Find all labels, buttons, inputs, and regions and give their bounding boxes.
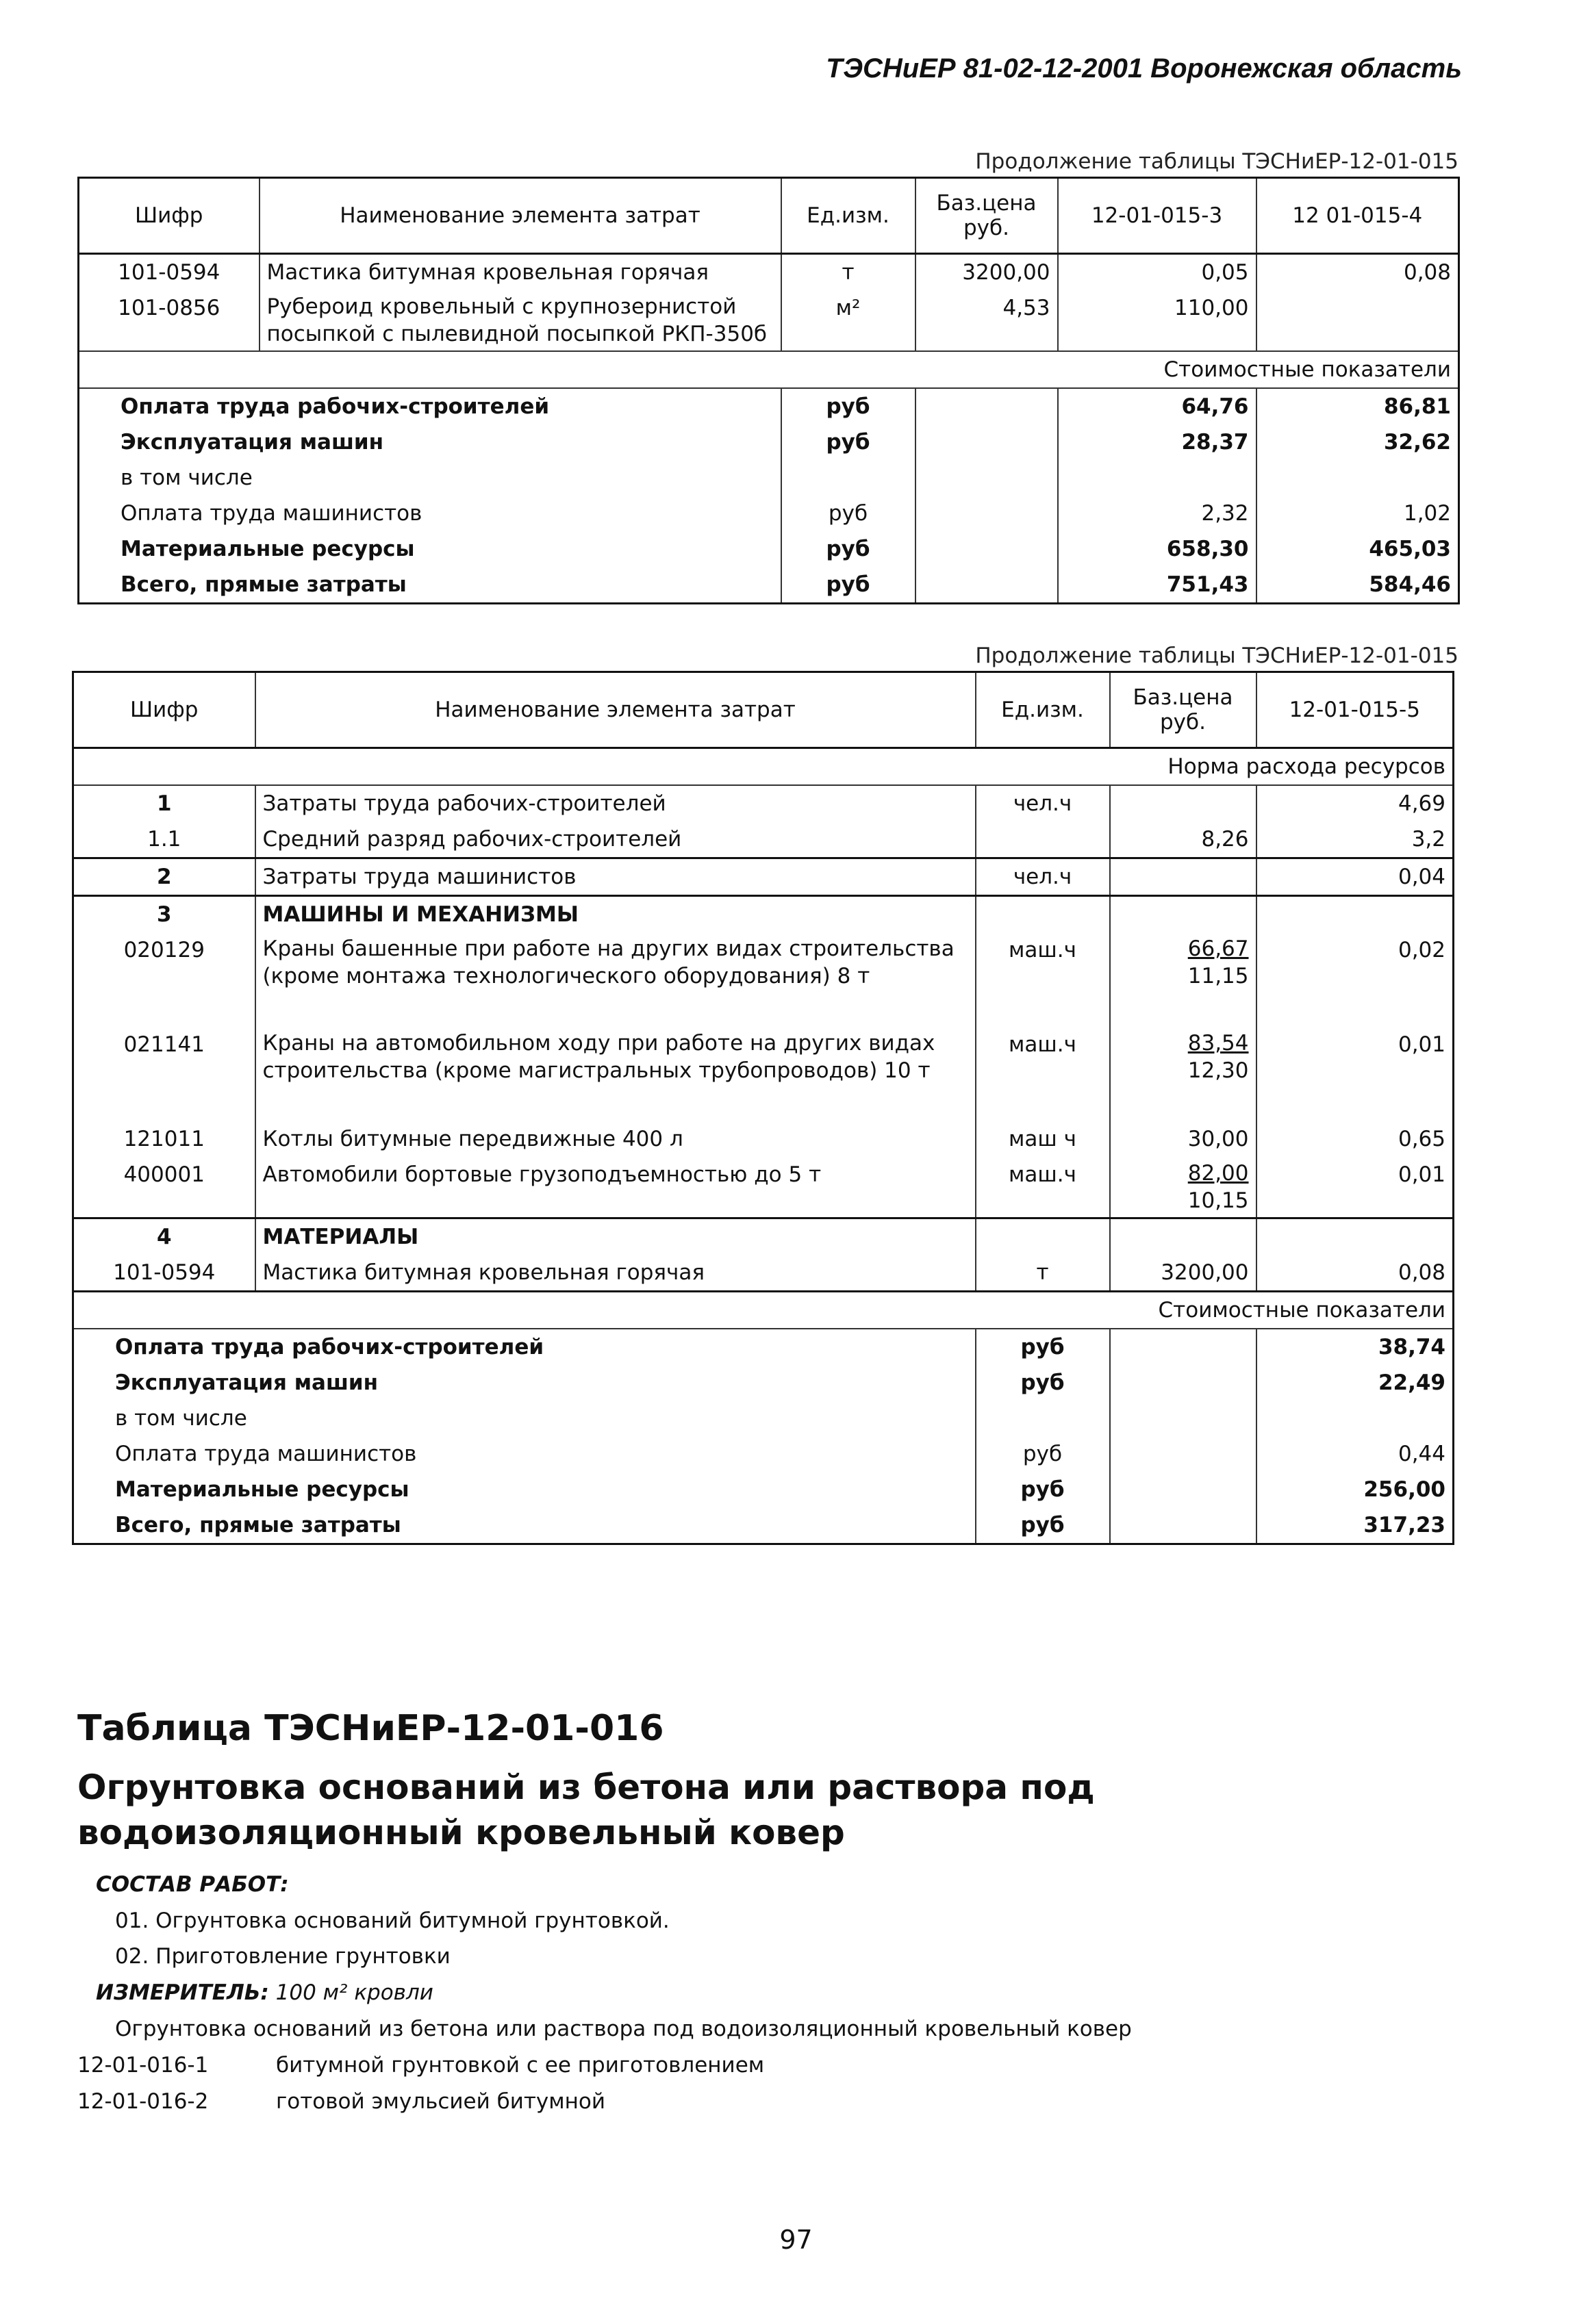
cost-unit: руб xyxy=(976,1436,1110,1472)
item-code: 12-01-016-1 xyxy=(77,2053,209,2078)
row-value: 3,2 xyxy=(1256,821,1454,858)
cost-unit: руб xyxy=(781,496,915,531)
row-price xyxy=(1110,896,1256,933)
norm-header-row xyxy=(73,748,1454,786)
row-price: 4,53 xyxy=(915,290,1058,351)
cost-v2: 584,46 xyxy=(1256,567,1459,604)
row-unit xyxy=(976,821,1110,858)
row-price: 3200,00 xyxy=(1110,1255,1256,1292)
meter-label: ИЗМЕРИТЕЛЬ: xyxy=(96,1980,269,2005)
cost-row xyxy=(79,567,1459,604)
row-code: 101-0856 xyxy=(79,290,260,351)
row-value: 0,04 xyxy=(1256,858,1454,896)
row-price xyxy=(1110,1218,1256,1255)
table-row xyxy=(73,1157,1454,1218)
cost-row xyxy=(79,424,1459,460)
cost-value: 256,00 xyxy=(1256,1472,1454,1507)
cost-unit xyxy=(976,1401,1110,1436)
document-header-title: ТЭСНиЕР 81-02-12-2001 Воронежская область xyxy=(826,53,1462,84)
cost-unit: руб xyxy=(781,388,915,424)
row-code: 101-0594 xyxy=(73,1255,255,1292)
table2 xyxy=(72,671,1454,1545)
cost-row xyxy=(73,1365,1454,1401)
cost-unit: руб xyxy=(781,567,915,604)
cost-v1: 658,30 xyxy=(1058,531,1256,567)
row-name: Рубероид кровельный с крупнозернистой посыпкой с пылевидной посыпкой РКП-350б xyxy=(260,290,781,351)
works-item: 01. Огрунтовка оснований битумной грунтовкой. xyxy=(115,1908,670,1933)
row-price: 82,00 xyxy=(1187,1161,1249,1186)
table1-col-name: Наименование элемента затрат xyxy=(260,178,781,254)
cost-label: в том числе xyxy=(73,1401,976,1436)
cost-row xyxy=(73,1436,1454,1472)
cost-row xyxy=(79,531,1459,567)
table1-col-v2: 12 01-015-4 xyxy=(1256,178,1459,254)
row-value xyxy=(1256,896,1454,933)
table-row xyxy=(79,254,1459,291)
row-unit: маш.ч xyxy=(976,1027,1110,1121)
row-unit: т xyxy=(976,1255,1110,1292)
cost-v1: 2,32 xyxy=(1058,496,1256,531)
row-code: 1.1 xyxy=(73,821,255,858)
row-code: 021141 xyxy=(73,1027,255,1121)
cost-label: Материальные ресурсы xyxy=(73,1472,976,1507)
cost-value xyxy=(1256,1401,1454,1436)
cost-label: Материальные ресурсы xyxy=(79,531,781,567)
works-item: 02. Приготовление грунтовки xyxy=(115,1944,451,1969)
cost-header-row xyxy=(79,351,1459,388)
row-unit: чел.ч xyxy=(976,785,1110,821)
row-code: 4 xyxy=(73,1218,255,1255)
row-unit: маш.ч xyxy=(976,932,1110,1027)
row-name: Краны на автомобильном ходу при работе на других видах строительства (кроме магистральных трубопроводов) 10 т xyxy=(255,1027,976,1121)
row-name: Мастика битумная кровельная горячая xyxy=(260,254,781,291)
cost-unit: руб xyxy=(781,424,915,460)
row-price: 66,67 xyxy=(1187,936,1249,961)
cost-v2: 465,03 xyxy=(1256,531,1459,567)
row-name: Краны башенные при работе на других видах строительства (кроме монтажа технологического оборудования) 8 т xyxy=(255,932,976,1027)
row-v1: 110,00 xyxy=(1058,290,1256,351)
cost-v1: 28,37 xyxy=(1058,424,1256,460)
table-row xyxy=(73,1027,1454,1121)
row-value: 0,01 xyxy=(1256,1027,1454,1121)
row-unit: маш ч xyxy=(976,1121,1110,1157)
cost-label: Эксплуатация машин xyxy=(73,1365,976,1401)
cost-v2: 32,62 xyxy=(1256,424,1459,460)
row-unit xyxy=(976,896,1110,933)
cost-header: Стоимостные показатели xyxy=(79,351,1459,388)
table-row xyxy=(79,290,1459,351)
cost-label: Всего, прямые затраты xyxy=(79,567,781,604)
row-price2: 10,15 xyxy=(1187,1188,1249,1213)
cost-unit: руб xyxy=(976,1329,1110,1365)
table2-header-row xyxy=(73,672,1454,748)
row-price xyxy=(1110,858,1256,896)
cost-label: Всего, прямые затраты xyxy=(73,1507,976,1544)
cost-v1: 751,43 xyxy=(1058,567,1256,604)
row-price xyxy=(1110,785,1256,821)
cost-value: 22,49 xyxy=(1256,1365,1454,1401)
table2-col-name: Наименование элемента затрат xyxy=(255,672,976,748)
row-price: 3200,00 xyxy=(915,254,1058,291)
row-code: 3 xyxy=(73,896,255,933)
cost-row xyxy=(79,388,1459,424)
cost-v2: 1,02 xyxy=(1256,496,1459,531)
row-name: Мастика битумная кровельная горячая xyxy=(255,1255,976,1292)
row-v2 xyxy=(1256,290,1459,351)
cost-v1: 64,76 xyxy=(1058,388,1256,424)
row-value: 0,02 xyxy=(1256,932,1454,1027)
table1-col-v1: 12-01-015-3 xyxy=(1058,178,1256,254)
cost-value: 38,74 xyxy=(1256,1329,1454,1365)
row-unit: чел.ч xyxy=(976,858,1110,896)
row-price: 8,26 xyxy=(1110,821,1256,858)
table1-col-code: Шифр xyxy=(79,178,260,254)
row-code: 121011 xyxy=(73,1121,255,1157)
page-number: 97 xyxy=(779,2225,813,2255)
cost-label: в том числе xyxy=(79,460,781,496)
cost-unit xyxy=(781,460,915,496)
cost-value: 0,44 xyxy=(1256,1436,1454,1472)
row-unit: м² xyxy=(781,290,915,351)
table-row xyxy=(73,896,1454,933)
row-code: 400001 xyxy=(73,1157,255,1218)
table-row xyxy=(73,821,1454,858)
cost-label: Оплата труда рабочих-строителей xyxy=(79,388,781,424)
cost-label: Оплата труда рабочих-строителей xyxy=(73,1329,976,1365)
cost-unit: руб xyxy=(976,1507,1110,1544)
table1-col-price: Баз.цена руб. xyxy=(915,178,1058,254)
item-code: 12-01-016-2 xyxy=(77,2089,209,2114)
row-name: МАТЕРИАЛЫ xyxy=(255,1218,976,1255)
row-name: Затраты труда машинистов xyxy=(255,858,976,896)
cost-row xyxy=(73,1472,1454,1507)
table1-col-unit: Ед.изм. xyxy=(781,178,915,254)
row-name: МАШИНЫ И МЕХАНИЗМЫ xyxy=(255,896,976,933)
cost-row xyxy=(73,1329,1454,1365)
row-price: 83,54 xyxy=(1187,1031,1249,1056)
norm-header: Норма расхода ресурсов xyxy=(1167,754,1445,779)
cost-row xyxy=(79,496,1459,531)
cost-row xyxy=(73,1401,1454,1436)
table-row xyxy=(73,858,1454,896)
row-name: Автомобили бортовые грузоподъемностью до 5 т xyxy=(255,1157,976,1218)
cost-label: Оплата труда машинистов xyxy=(73,1436,976,1472)
cost-unit: руб xyxy=(976,1472,1110,1507)
cost-unit: руб xyxy=(976,1365,1110,1401)
row-value: 0,08 xyxy=(1256,1255,1454,1292)
cost-row xyxy=(79,460,1459,496)
section-description: Огрунтовка оснований из бетона или раствора под водоизоляционный кровельный ковер xyxy=(115,2017,1132,2041)
cost-header-row xyxy=(73,1292,1454,1329)
row-value xyxy=(1256,1218,1454,1255)
table1-header-row xyxy=(79,178,1459,254)
row-v1: 0,05 xyxy=(1058,254,1256,291)
meter-value: 100 м² кровли xyxy=(275,1980,433,2005)
cost-row xyxy=(73,1507,1454,1544)
row-name: Средний разряд рабочих-строителей xyxy=(255,821,976,858)
row-code: 2 xyxy=(73,858,255,896)
table1-continuation-label: Продолжение таблицы ТЭСНиЕР-12-01-015 xyxy=(975,149,1458,174)
table2-col-unit: Ед.изм. xyxy=(976,672,1110,748)
row-code: 020129 xyxy=(73,932,255,1027)
row-name: Затраты труда рабочих-строителей xyxy=(255,785,976,821)
item-text: битумной грунтовкой с ее приготовлением xyxy=(276,2053,765,2078)
row-price: 30,00 xyxy=(1110,1121,1256,1157)
row-v2: 0,08 xyxy=(1256,254,1459,291)
row-unit: маш.ч xyxy=(976,1157,1110,1218)
row-value: 0,01 xyxy=(1256,1157,1454,1218)
row-unit: т xyxy=(781,254,915,291)
table-row xyxy=(73,785,1454,821)
works-label: СОСТАВ РАБОТ: xyxy=(96,1872,289,1897)
row-unit xyxy=(976,1218,1110,1255)
item-text: готовой эмульсией битумной xyxy=(276,2089,606,2114)
table2-col-price: Баз.цена руб. xyxy=(1110,672,1256,748)
cost-label: Оплата труда машинистов xyxy=(79,496,781,531)
table-row xyxy=(73,1218,1454,1255)
cost-label: Эксплуатация машин xyxy=(79,424,781,460)
row-code: 1 xyxy=(73,785,255,821)
row-name: Котлы битумные передвижные 400 л xyxy=(255,1121,976,1157)
row-price2: 12,30 xyxy=(1187,1058,1249,1083)
cost-v1 xyxy=(1058,460,1256,496)
table2-continuation-label: Продолжение таблицы ТЭСНиЕР-12-01-015 xyxy=(975,643,1458,668)
cost-value: 317,23 xyxy=(1256,1507,1454,1544)
row-code: 101-0594 xyxy=(79,254,260,291)
table-row xyxy=(73,932,1454,1027)
cost-unit: руб xyxy=(781,531,915,567)
row-price2: 11,15 xyxy=(1187,964,1249,988)
table1 xyxy=(77,177,1460,604)
section-subtitle: Огрунтовка оснований из бетона или раствора под водоизоляционный кровельный ковер xyxy=(77,1767,1095,1852)
row-value: 0,65 xyxy=(1256,1121,1454,1157)
cost-header: Стоимостные показатели xyxy=(73,1292,1454,1329)
row-value: 4,69 xyxy=(1256,785,1454,821)
table2-col-code: Шифр xyxy=(73,672,255,748)
table-row xyxy=(73,1255,1454,1292)
table2-col-value: 12-01-015-5 xyxy=(1256,672,1454,748)
table-row xyxy=(73,1121,1454,1157)
cost-v2: 86,81 xyxy=(1256,388,1459,424)
cost-v2 xyxy=(1256,460,1459,496)
section-table-title: Таблица ТЭСНиЕР-12-01-016 xyxy=(77,1708,664,1749)
meter-line xyxy=(96,1980,433,2005)
